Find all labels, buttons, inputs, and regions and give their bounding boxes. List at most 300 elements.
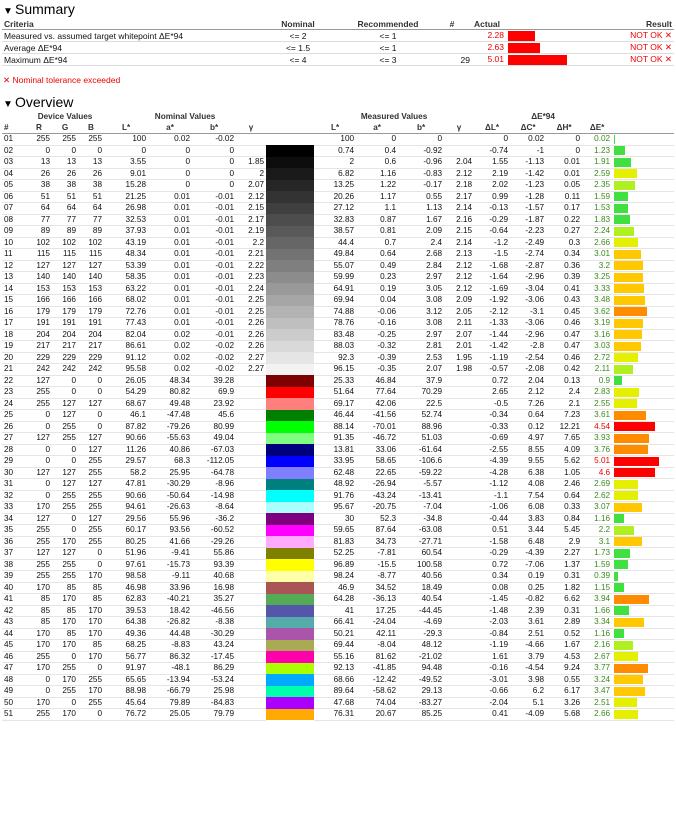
nominal-a-cell: -9.11 [148, 571, 192, 583]
patch-swatch [266, 387, 314, 399]
delta-e-bar [614, 365, 633, 374]
delta-h-cell: 0.46 [546, 318, 582, 330]
patch-number-cell: 14 [2, 283, 26, 295]
delta-h-cell: 2.4 [546, 387, 582, 399]
delta-h-cell: 2.46 [546, 479, 582, 491]
measured-a-cell: -7.81 [356, 548, 398, 560]
nominal-gamma-cell [236, 421, 266, 433]
patch-number-cell: 16 [2, 306, 26, 318]
delta-e-bar-cell [612, 157, 674, 169]
measured-values-header: Measured Values [360, 111, 428, 121]
measured-b-cell: 94.48 [398, 663, 444, 675]
r-cell: 170 [26, 502, 52, 514]
nominal-b-cell: 55.86 [192, 548, 236, 560]
b-cell: 0 [78, 548, 104, 560]
measured-a-cell: 22.65 [356, 467, 398, 479]
nominal-b-cell: 16.98 [192, 582, 236, 594]
r-cell: 0 [26, 145, 52, 157]
patch-number-cell: 41 [2, 594, 26, 606]
delta-l-cell: -1.19 [474, 352, 510, 364]
measured-l-cell: 32.83 [314, 214, 356, 226]
measured-b-cell: -7.04 [398, 502, 444, 514]
measured-a-cell: 34.73 [356, 536, 398, 548]
patch-number-cell: 11 [2, 249, 26, 261]
g-cell: 0 [52, 513, 78, 525]
nominal-a-cell: 93.56 [148, 525, 192, 537]
r-cell: 170 [26, 697, 52, 709]
delta-l-cell: -4.39 [474, 456, 510, 468]
delta-e-cell: 0.02 [582, 134, 612, 146]
nominal-gamma-header: γ [236, 122, 266, 134]
g-cell: 170 [52, 617, 78, 629]
delta-e-bar [614, 687, 645, 696]
g-cell: 85 [52, 605, 78, 617]
delta-e-cell: 1.66 [582, 605, 612, 617]
b-cell: 127 [78, 513, 104, 525]
g-cell: 64 [52, 203, 78, 215]
overview-toggle[interactable] [0, 93, 676, 111]
measured-gamma-cell [444, 582, 474, 594]
nominal-b-cell: -112.05 [192, 456, 236, 468]
nominal-gamma-cell: 2.26 [236, 318, 266, 330]
delta-e-cell: 2.69 [582, 479, 612, 491]
nominal-l-cell: 87.82 [104, 421, 148, 433]
b-cell: 102 [78, 237, 104, 249]
measured-a-cell: 17.25 [356, 605, 398, 617]
measured-l-cell: 33.95 [314, 456, 356, 468]
nominal-a-cell: 86.32 [148, 651, 192, 663]
g-cell: 77 [52, 214, 78, 226]
measured-b-cell: 52.74 [398, 410, 444, 422]
r-cell: 127 [26, 433, 52, 445]
delta-l-cell: -0.13 [474, 203, 510, 215]
patch-swatch [266, 364, 314, 376]
g-cell: 242 [52, 364, 78, 376]
nominal-l-cell: 91.97 [104, 663, 148, 675]
patch-number-cell: 01 [2, 134, 26, 146]
delta-e-bar [614, 411, 646, 420]
delta-c-cell: -3.04 [510, 283, 546, 295]
nominal-b-cell: -84.83 [192, 697, 236, 709]
nominal-gamma-cell [236, 686, 266, 698]
measured-b-cell: -49.52 [398, 674, 444, 686]
r-cell: 255 [26, 525, 52, 537]
g-cell: 255 [52, 571, 78, 583]
delta-l-cell: -1.68 [474, 260, 510, 272]
delta-e-cell: 3.2 [582, 260, 612, 272]
delta-e-bar-cell [612, 525, 674, 537]
delta-e-bar-cell [612, 249, 674, 261]
patch-number-header: # [2, 122, 26, 134]
measured-a-cell: -43.24 [356, 490, 398, 502]
delta-e-bar-cell [612, 421, 674, 433]
delta-e-bar-cell [612, 191, 674, 203]
nominal-b-cell: 35.27 [192, 594, 236, 606]
nominal-l-cell: 82.04 [104, 329, 148, 341]
delta-h-cell: 3.26 [546, 697, 582, 709]
patch-number-cell: 30 [2, 467, 26, 479]
nominal-a-cell: 40.86 [148, 444, 192, 456]
summary-row [2, 54, 674, 66]
nominal-l-cell: 72.76 [104, 306, 148, 318]
patch-swatch [266, 295, 314, 307]
patch-number-cell: 12 [2, 260, 26, 272]
measured-l-cell: 74.88 [314, 306, 356, 318]
measured-l-cell: 64.28 [314, 594, 356, 606]
delta-e-cell: 3.94 [582, 594, 612, 606]
patch-swatch [266, 548, 314, 560]
nominal-l-cell: 68.02 [104, 295, 148, 307]
delta-e-cell: 1.23 [582, 145, 612, 157]
r-cell: 255 [26, 559, 52, 571]
delta-e-bar [614, 445, 648, 454]
nominal-a-cell: 0 [148, 168, 192, 180]
delta-c-cell: 3.44 [510, 525, 546, 537]
delta-e-cell: 2.66 [582, 709, 612, 721]
patch-swatch [266, 536, 314, 548]
summary-title: Summary [15, 1, 75, 17]
delta-e-bar [614, 480, 638, 489]
nominal-gamma-cell [236, 651, 266, 663]
delta-e-bar-cell [612, 318, 674, 330]
nominal-gamma-cell [236, 617, 266, 629]
nominal-l-cell: 49.36 [104, 628, 148, 640]
measured-gamma-cell [444, 709, 474, 721]
measured-gamma-cell: 2.09 [444, 295, 474, 307]
delta-e-bar-cell [612, 272, 674, 284]
nominal-l-cell: 0 [104, 145, 148, 157]
delta-c-cell: -3.06 [510, 295, 546, 307]
measured-l-cell: 0.74 [314, 145, 356, 157]
delta-c-cell: -2.74 [510, 249, 546, 261]
nominal-gamma-cell [236, 582, 266, 594]
delta-e-cell: 3.48 [582, 295, 612, 307]
measured-b-cell: -0.92 [398, 145, 444, 157]
delta-e-cell: 1.91 [582, 157, 612, 169]
nominal-l-cell: 3.55 [104, 157, 148, 169]
nominal-b-cell: -0.02 [192, 134, 236, 146]
measured-l-cell: 46.44 [314, 410, 356, 422]
delta-e-bar-cell [612, 410, 674, 422]
nominal-a-cell: -55.63 [148, 433, 192, 445]
g-cell: 26 [52, 168, 78, 180]
nominal-b-cell: 0 [192, 157, 236, 169]
delta-h-cell: 0.05 [546, 180, 582, 192]
delta-h-cell: 9.24 [546, 663, 582, 675]
measured-l-cell: 6.82 [314, 168, 356, 180]
delta-e-bar [614, 675, 643, 684]
nominal-l-cell: 62.83 [104, 594, 148, 606]
nominal-b-cell: -0.01 [192, 249, 236, 261]
nominal-gamma-cell: 2.23 [236, 272, 266, 284]
patch-row [2, 479, 674, 491]
recommended-header: Recommended [344, 18, 432, 30]
delta-h-cell: 1.67 [546, 640, 582, 652]
patch-swatch [266, 214, 314, 226]
delta-c-cell: 0.02 [510, 134, 546, 146]
delta-h-cell: 1.05 [546, 467, 582, 479]
patch-row [2, 709, 674, 721]
delta-l-cell: -1.2 [474, 237, 510, 249]
delta-c-cell: 0.64 [510, 410, 546, 422]
nominal-gamma-cell: 2 [236, 168, 266, 180]
r-cell: 85 [26, 594, 52, 606]
delta-l-cell: -3.01 [474, 674, 510, 686]
r-cell: 0 [26, 410, 52, 422]
patch-swatch [266, 513, 314, 525]
patch-row [2, 364, 674, 376]
nominal-gamma-cell [236, 697, 266, 709]
nominal-a-cell: -79.26 [148, 421, 192, 433]
nominal-gamma-cell [236, 594, 266, 606]
r-cell: 0 [26, 490, 52, 502]
delta-e-cell: 2.16 [582, 640, 612, 652]
delta-c-cell: -3.1 [510, 306, 546, 318]
delta-e-bar-cell [612, 352, 674, 364]
b-cell: 255 [78, 536, 104, 548]
g-cell: 0 [52, 387, 78, 399]
nominal-l-cell: 48.34 [104, 249, 148, 261]
nominal-l-cell: 95.58 [104, 364, 148, 376]
result-cell: NOT OK ✕ [567, 42, 674, 54]
delta-e-group-header: ΔE*94 [531, 111, 555, 121]
nominal-gamma-cell [236, 571, 266, 583]
delta-e-cell: 2.24 [582, 226, 612, 238]
nominal-gamma-cell: 2.15 [236, 203, 266, 215]
measured-b-cell: -29.3 [398, 628, 444, 640]
delta-e-bar-cell [612, 467, 674, 479]
delta-e-bar [614, 503, 642, 512]
measured-l-cell: 76.31 [314, 709, 356, 721]
nominal-a-cell: 25.05 [148, 709, 192, 721]
delta-h-cell: 7.65 [546, 433, 582, 445]
r-cell: 77 [26, 214, 52, 226]
nominal-b-cell: 79.79 [192, 709, 236, 721]
delta-c-cell: 4.08 [510, 479, 546, 491]
delta-e-bar-cell [612, 364, 674, 376]
measured-a-cell: 1.22 [356, 180, 398, 192]
measured-gamma-cell [444, 663, 474, 675]
g-cell: 170 [52, 536, 78, 548]
nominal-b-cell: -0.02 [192, 341, 236, 353]
actual-bar [508, 55, 567, 65]
measured-l-cell: 96.89 [314, 559, 356, 571]
nominal-a-cell: 48.34 [148, 375, 192, 387]
g-cell: 140 [52, 272, 78, 284]
g-cell: 204 [52, 329, 78, 341]
patch-row [2, 387, 674, 399]
delta-e-cell: 1.59 [582, 559, 612, 571]
g-cell: 102 [52, 237, 78, 249]
nominal-a-cell: 0.01 [148, 203, 192, 215]
patch-row [2, 168, 674, 180]
measured-gamma-cell [444, 697, 474, 709]
delta-e-cell: 5.01 [582, 456, 612, 468]
hash-cell [432, 30, 472, 42]
measured-gamma-cell [444, 651, 474, 663]
nominal-b-cell: -30.29 [192, 628, 236, 640]
nominal-b-cell: 45.6 [192, 410, 236, 422]
delta-c-cell: -2.87 [510, 260, 546, 272]
measured-gamma-cell [444, 421, 474, 433]
delta-e-bar [614, 307, 647, 316]
patch-swatch [266, 329, 314, 341]
delta-c-cell: 6.38 [510, 467, 546, 479]
g-cell: 255 [52, 421, 78, 433]
nominal-b-cell: 69.9 [192, 387, 236, 399]
measured-b-cell: -63.08 [398, 525, 444, 537]
delta-e-bar [614, 261, 643, 270]
g-header: G [52, 122, 78, 134]
measured-gamma-cell [444, 571, 474, 583]
delta-l-cell: 0.99 [474, 191, 510, 203]
delta-l-cell: 0.72 [474, 375, 510, 387]
nominal-l-cell: 68.25 [104, 640, 148, 652]
measured-l-cell: 69.44 [314, 640, 356, 652]
nominal-b-cell: -0.01 [192, 214, 236, 226]
delta-h-cell: 0.33 [546, 502, 582, 514]
actual-value: 2.63 [487, 42, 504, 53]
delta-e-cell: 3.24 [582, 674, 612, 686]
patch-swatch [266, 283, 314, 295]
delta-c-cell: -1.13 [510, 157, 546, 169]
measured-a-cell: 77.64 [356, 387, 398, 399]
summary-toggle[interactable] [0, 0, 676, 18]
patch-number-cell: 23 [2, 387, 26, 399]
measured-a-cell: 0.7 [356, 237, 398, 249]
delta-e-bar-cell [612, 387, 674, 399]
nominal-b-cell: -67.03 [192, 444, 236, 456]
delta-c-cell: 0.25 [510, 582, 546, 594]
b-cell: 170 [78, 617, 104, 629]
g-cell: 85 [52, 628, 78, 640]
g-cell: 127 [52, 548, 78, 560]
measured-gamma-cell [444, 605, 474, 617]
measured-l-cell: 78.76 [314, 318, 356, 330]
g-cell: 13 [52, 157, 78, 169]
r-cell: 140 [26, 272, 52, 284]
summary-row [2, 30, 674, 42]
b-cell: 153 [78, 283, 104, 295]
delta-e-bar [614, 537, 642, 546]
nominal-a-cell: 0.01 [148, 283, 192, 295]
measured-b-cell: 70.29 [398, 387, 444, 399]
patch-row [2, 226, 674, 238]
patch-swatch [266, 398, 314, 410]
measured-a-cell: 1.17 [356, 191, 398, 203]
nominal-l-cell: 45.64 [104, 697, 148, 709]
measured-gamma-cell [444, 145, 474, 157]
delta-e-bar [614, 284, 644, 293]
delta-e-cell: 2.72 [582, 352, 612, 364]
measured-a-cell: 20.67 [356, 709, 398, 721]
patch-row [2, 375, 674, 387]
patch-row [2, 571, 674, 583]
nominal-a-cell: 0.01 [148, 260, 192, 272]
r-cell: 255 [26, 536, 52, 548]
patch-number-cell: 15 [2, 295, 26, 307]
r-cell: 255 [26, 709, 52, 721]
delta-c-cell: -1.87 [510, 214, 546, 226]
delta-c-cell: 4.97 [510, 433, 546, 445]
measured-gamma-cell [444, 617, 474, 629]
nominal-b-header: b* [192, 122, 236, 134]
nominal-l-cell: 46.98 [104, 582, 148, 594]
b-cell: 0 [78, 410, 104, 422]
patch-swatch [266, 582, 314, 594]
patch-swatch [266, 249, 314, 261]
delta-l-cell: 1.61 [474, 651, 510, 663]
measured-l-cell: 91.35 [314, 433, 356, 445]
delta-l-cell: -0.33 [474, 421, 510, 433]
delta-e-cell: 3.1 [582, 536, 612, 548]
measured-gamma-cell [444, 559, 474, 571]
delta-e-bar-cell [612, 582, 674, 594]
b-cell: 127 [78, 398, 104, 410]
delta-e-bar [614, 319, 643, 328]
b-cell: 89 [78, 226, 104, 238]
r-cell: 38 [26, 180, 52, 192]
delta-l-cell: -0.34 [474, 410, 510, 422]
measured-a-cell: -8.04 [356, 640, 398, 652]
r-cell: 0 [26, 686, 52, 698]
patch-number-cell: 32 [2, 490, 26, 502]
patch-number-cell: 45 [2, 640, 26, 652]
nominal-gamma-cell: 2.26 [236, 341, 266, 353]
measured-l-cell: 69.17 [314, 398, 356, 410]
g-cell: 191 [52, 318, 78, 330]
measured-l-cell: 41 [314, 605, 356, 617]
measured-l-cell: 69.94 [314, 295, 356, 307]
g-cell: 170 [52, 640, 78, 652]
patch-swatch [266, 168, 314, 180]
nominal-a-cell: -40.21 [148, 594, 192, 606]
delta-e-cell: 2.67 [582, 651, 612, 663]
nominal-a-cell: 0.01 [148, 306, 192, 318]
measured-b-cell: 2.68 [398, 249, 444, 261]
measured-gamma-cell [444, 387, 474, 399]
delta-h-cell: 0.55 [546, 674, 582, 686]
patch-number-cell: 02 [2, 145, 26, 157]
nominal-gamma-cell [236, 628, 266, 640]
delta-e-bar-cell [612, 709, 674, 721]
patch-swatch [266, 490, 314, 502]
b-cell: 38 [78, 180, 104, 192]
patch-row [2, 180, 674, 192]
criteria-cell: Maximum ΔE*94 [2, 54, 252, 66]
delta-c-cell: 7.54 [510, 490, 546, 502]
measured-l-cell: 68.66 [314, 674, 356, 686]
nominal-gamma-cell: 2.24 [236, 283, 266, 295]
patch-swatch [266, 306, 314, 318]
b-cell: 0 [78, 559, 104, 571]
delta-c-cell: -1.28 [510, 191, 546, 203]
r-cell: 170 [26, 582, 52, 594]
measured-b-cell: 48.12 [398, 640, 444, 652]
patch-swatch [266, 145, 314, 157]
measured-gamma-cell: 2.12 [444, 272, 474, 284]
measured-gamma-cell: 2.12 [444, 260, 474, 272]
measured-a-cell: -70.01 [356, 421, 398, 433]
nominal-a-cell: -50.64 [148, 490, 192, 502]
delta-l-cell: -1.44 [474, 329, 510, 341]
r-cell: 255 [26, 651, 52, 663]
g-cell: 0 [52, 456, 78, 468]
measured-a-cell: 0 [356, 134, 398, 146]
b-cell: 255 [78, 697, 104, 709]
delta-h-cell: 6.62 [546, 594, 582, 606]
delta-h-cell: 5.45 [546, 525, 582, 537]
